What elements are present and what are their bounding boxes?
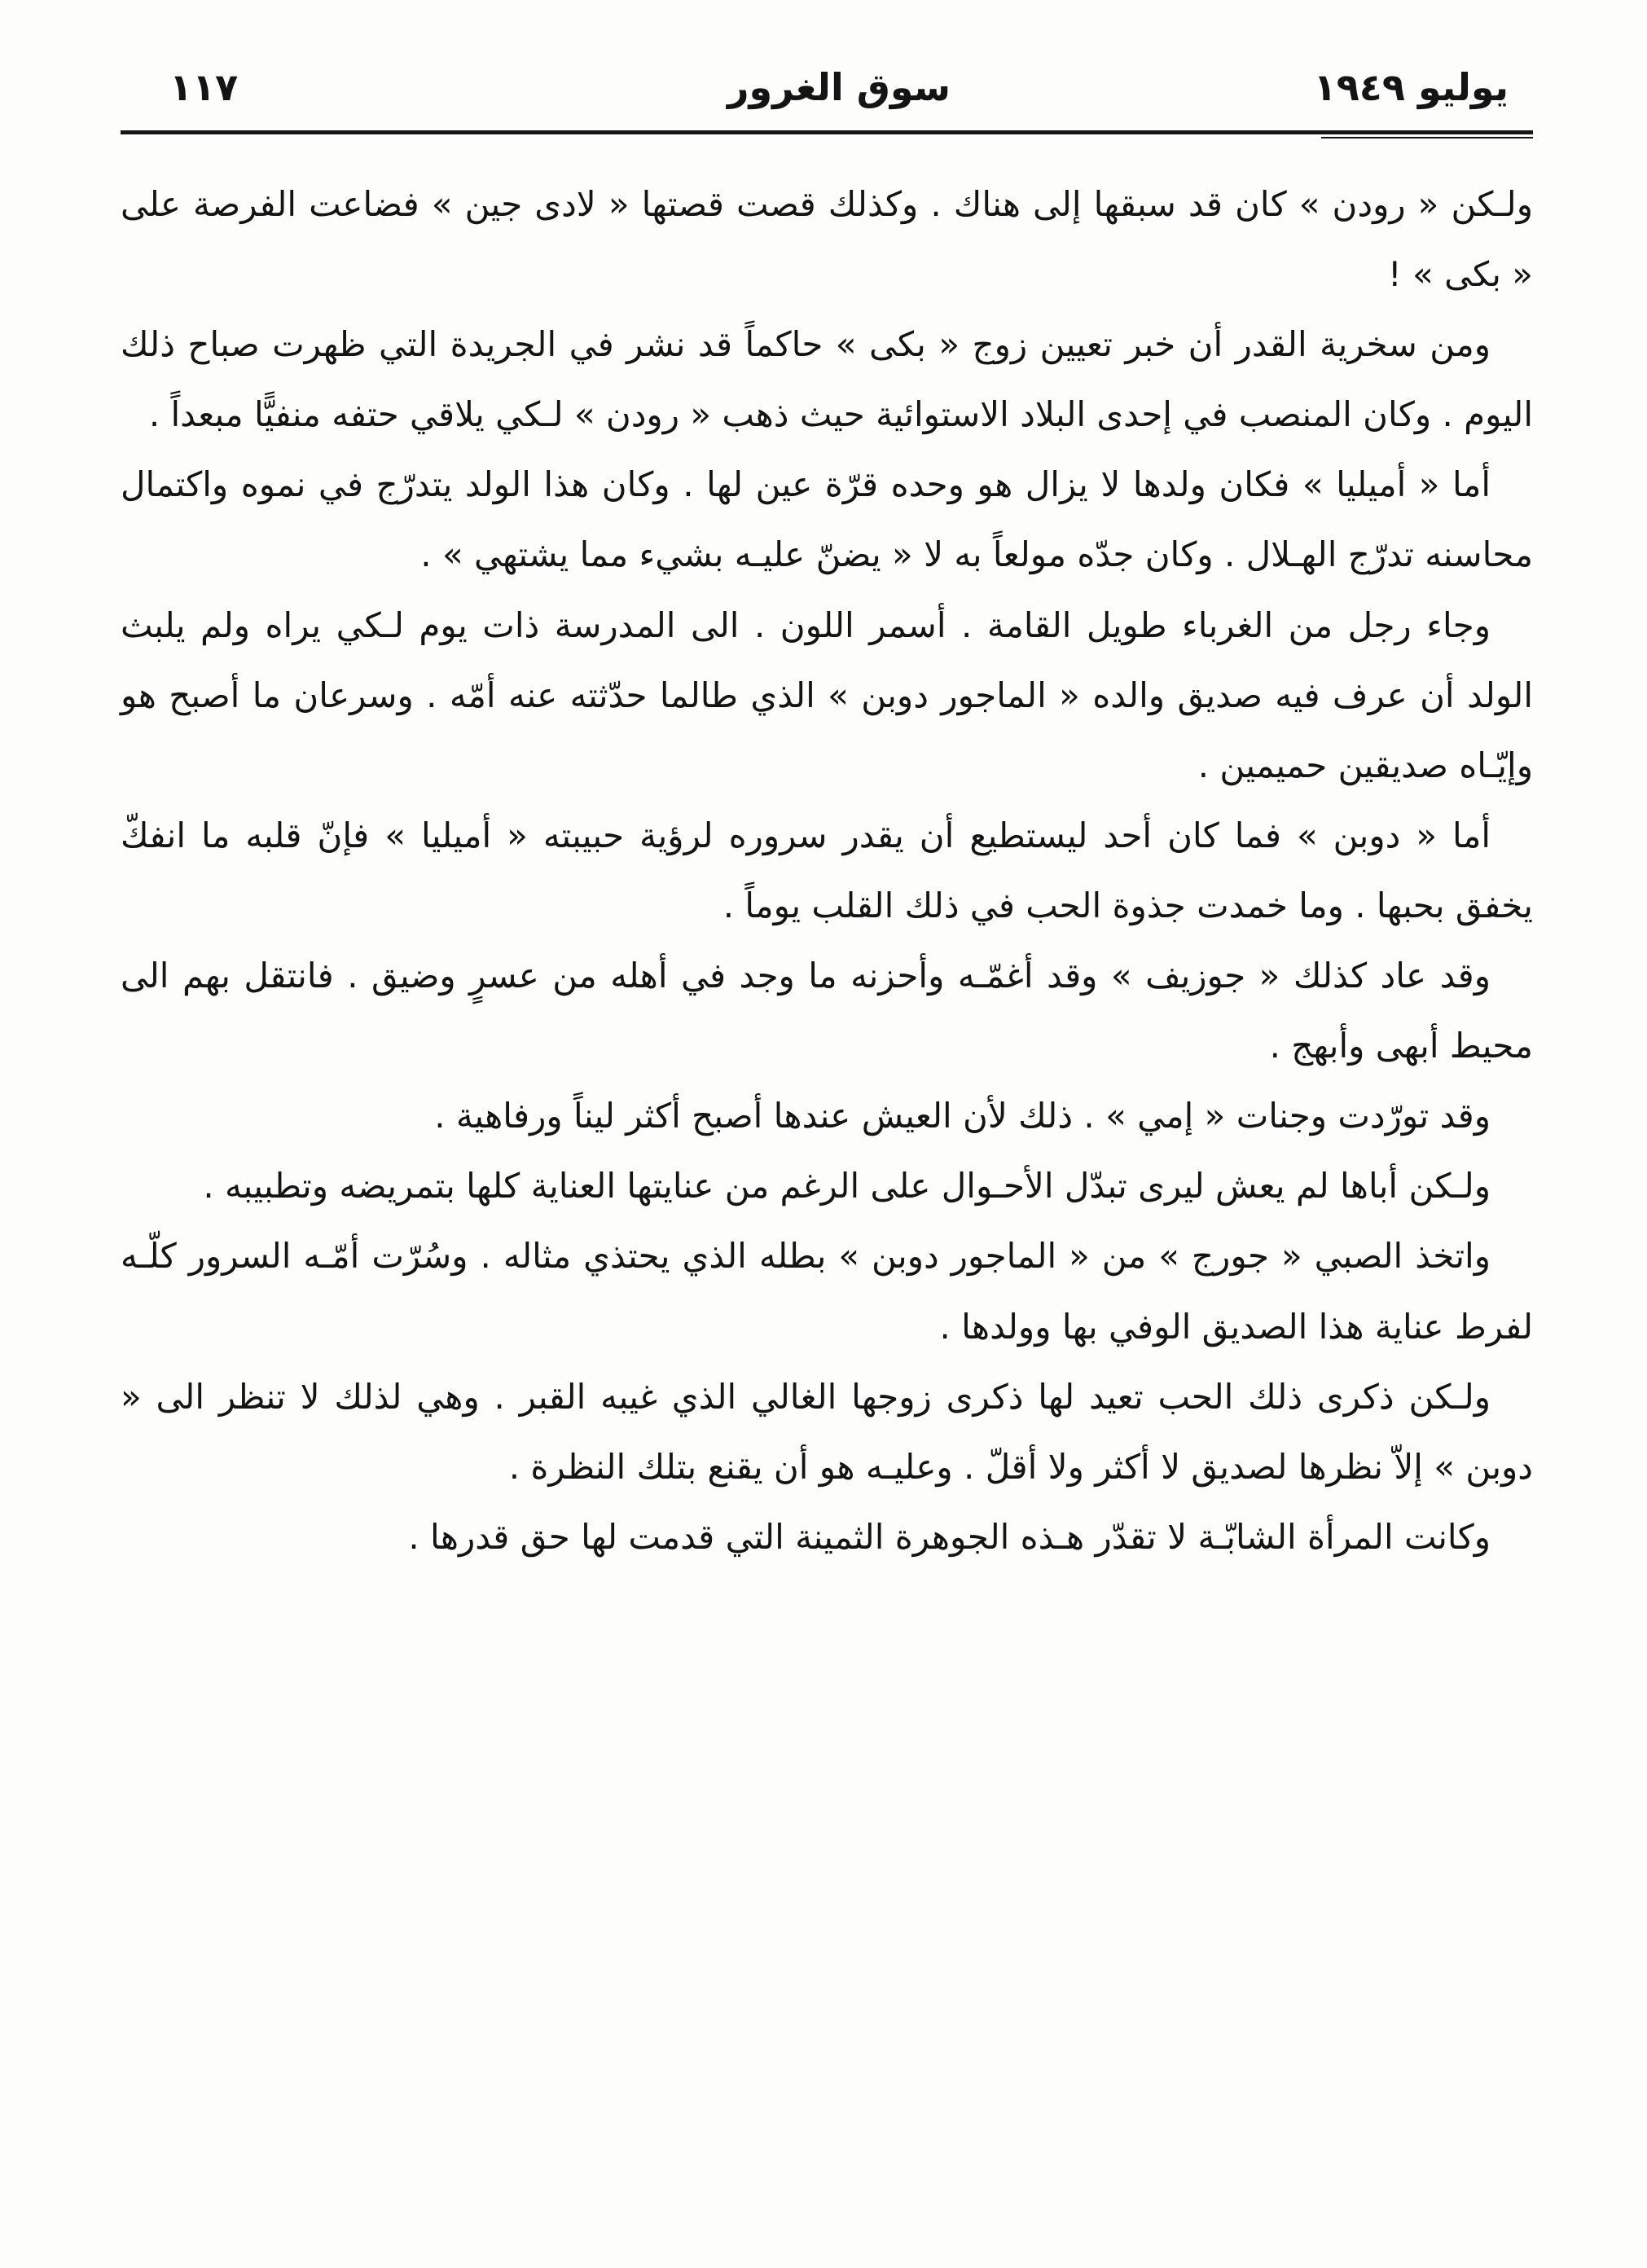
- page-content: [121, 65, 1533, 1572]
- issue-date: يوليو ١٩٤٩: [1313, 65, 1509, 109]
- page-number: ١١٧: [169, 65, 239, 109]
- paragraph: وكانت المرأة الشابّـة لا تقدّر هـذه الجوهرة الثمينة التي قدمت لها حق قدرها .: [408, 1516, 1491, 1557]
- header-divider-accent: [1321, 137, 1533, 138]
- paragraph: ومن سخرية القدر أن خبر تعيين زوج « بكى » حاكماً قد نشر في الجريدة التي ظهرت صباح ذلك اليوم . وكان المنصب في إحدى البلاد الاستوائية حيث ذهب « رودن » لـكي يلاقي حتفه منفيًّا مبعداً .: [121, 324, 1533, 435]
- header-divider: [121, 130, 1533, 134]
- paragraph: واتخذ الصبي « جورج » من « الماجور دوبن » بطله الذي يحتذي مثاله . وسُرّت أمّـه السرور كلّـه لفرط عناية هذا الصديق الوفي بها وولدها .: [121, 1236, 1533, 1347]
- paragraph: أما « دوبن » فما كان أحد ليستطيع أن يقدر سروره لرؤية حبيبته « أميليا » فإنّ قلبه ما انفكّ يخفق بحبها . وما خمدت جذوة الحب في ذلك القلب يوماً .: [121, 815, 1533, 925]
- paragraph: أما « أميليا » فكان ولدها لا يزال هو وحده قرّة عين لها . وكان هذا الولد يتدرّج في نموه واكتمال محاسنه تدرّج الهـلال . وكان جدّه مولعاً به لا « يضنّ عليـه بشيء مما يشتهي » .: [121, 464, 1533, 575]
- page-title: سوق الغرور: [727, 65, 951, 109]
- paragraph: ولـكن ذكرى ذلك الحب تعيد لها ذكرى زوجها الغالي الذي غيبه القبر . وهي لذلك لا تنظر الى « دوبن » إلاّ نظرها لصديق لا أكثر ولا أقلّ . وعليـه هو أن يقنع بتلك النظرة .: [121, 1376, 1533, 1487]
- paragraph: ولـكن « رودن » كان قد سبقها إلى هناك . وكذلك قصت قصتها « لادى جين » فضاعت الفرصة على « بكى » !: [121, 184, 1533, 295]
- article-body: [121, 169, 1533, 1572]
- page-header: [121, 65, 1533, 109]
- paragraph: وجاء رجل من الغرباء طويل القامة . أسمر اللون . الى المدرسة ذات يوم لـكي يراه ولم يلبث الولد أن عرف فيه صديق والده « الماجور دوبن » الذي طالما حدّثته عنه أمّه . وسرعان ما أصبح هو وإيّـاه صديقين حميمين .: [121, 604, 1533, 785]
- paragraph: وقد عاد كذلك « جوزيف » وقد أغمّـه وأحزنه ما وجد في أهله من عسرٍ وضيق . فانتقل بهم الى محيط أبهى وأبهج .: [121, 956, 1533, 1066]
- paragraph: ولـكن أباها لم يعش ليرى تبدّل الأحـوال على الرغم من عنايتها العناية كلها بتمريضه وتطبيبه .: [203, 1166, 1491, 1207]
- paragraph: وقد تورّدت وجنات « إمي » . ذلك لأن العيش عندها أصبح أكثر ليناً ورفاهية .: [434, 1096, 1491, 1136]
